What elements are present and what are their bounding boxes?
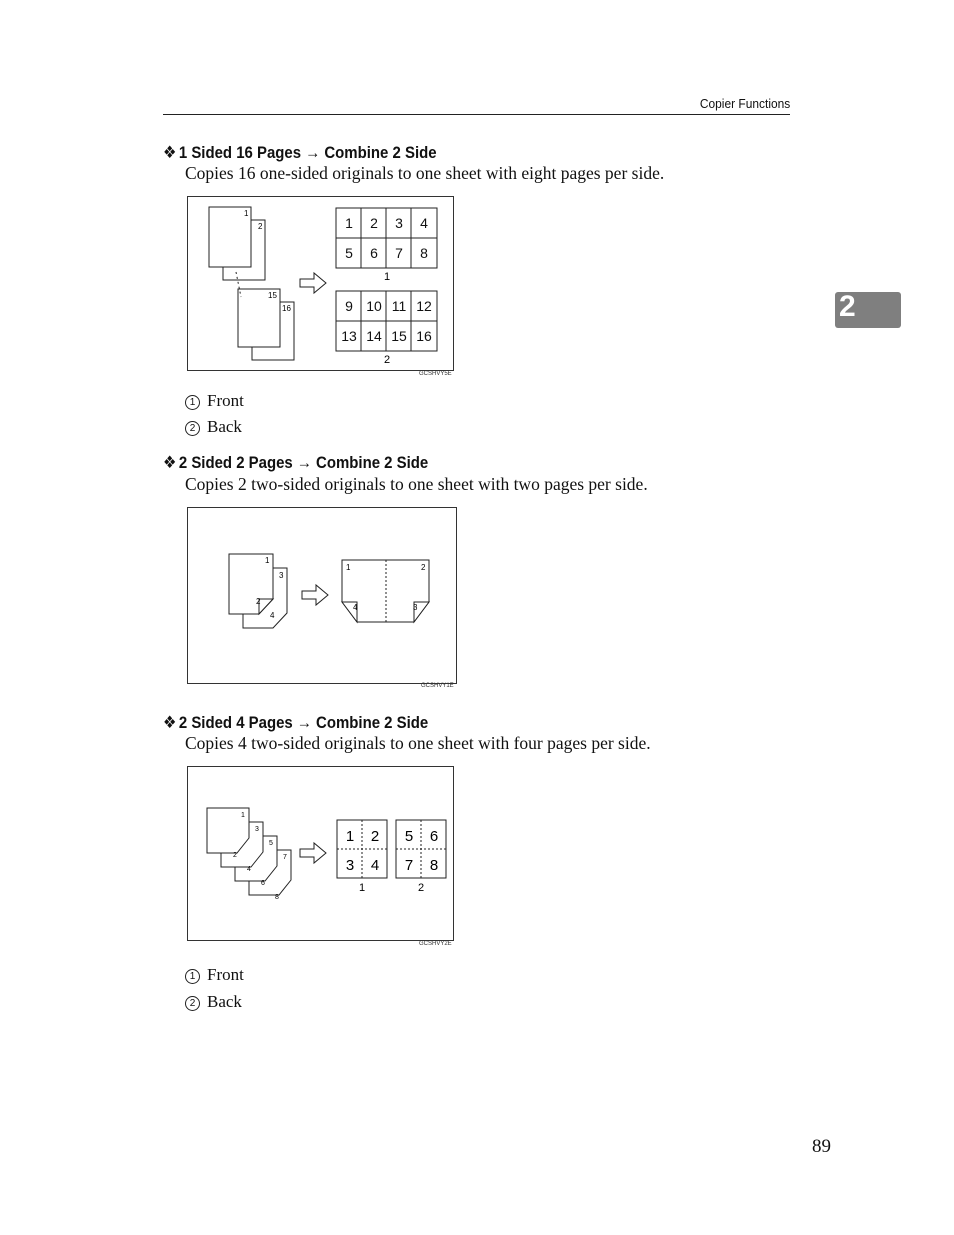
circled-number: 2 — [185, 421, 200, 436]
result-page-label: 1 — [346, 563, 351, 572]
back-cell: 15 — [391, 328, 407, 344]
back-cell: 11 — [391, 298, 407, 314]
back-marker: 2 — [383, 354, 391, 366]
original-page-label: 3 — [279, 571, 284, 580]
original-page-label: 1 — [241, 812, 245, 819]
running-header: Copier Functions — [699, 96, 790, 111]
original-page-label: 4 — [247, 866, 251, 873]
original-page-label: 16 — [282, 304, 291, 313]
front-marker: 1 — [383, 271, 391, 283]
original-page-label: 2 — [233, 852, 237, 859]
original-page-label: 7 — [283, 854, 287, 861]
original-page-label: 1 — [265, 556, 270, 565]
back-cell: 14 — [366, 328, 382, 344]
original-page-label: 3 — [255, 826, 259, 833]
page-number: 89 — [812, 1136, 831, 1157]
circled-number: 1 — [185, 395, 200, 410]
result-page-label: 3 — [413, 603, 418, 612]
legend-item: 1 Front — [185, 965, 244, 985]
front-cell: 4 — [420, 215, 428, 231]
legend-item: 1 Front — [185, 391, 244, 411]
front-marker: 1 — [358, 882, 366, 894]
original-page-label: 6 — [261, 880, 265, 887]
back-marker: 2 — [417, 882, 425, 894]
figure-3 — [187, 766, 454, 941]
arrow-right-icon — [300, 843, 326, 863]
original-page-label: 2 — [256, 597, 261, 606]
front-cell: 1 — [345, 828, 355, 845]
legend-item: 2 Back — [185, 417, 242, 437]
original-page-label: 2 — [258, 222, 263, 231]
back-cell: 6 — [429, 828, 439, 845]
section-description-1: Copies 16 one-sided originals to one sheet with eight pages per side. — [185, 163, 665, 183]
circled-number: 2 — [185, 996, 200, 1011]
back-cell: 5 — [404, 828, 414, 845]
back-cell: 10 — [366, 298, 382, 314]
figure-1-illustration — [188, 197, 453, 370]
section-heading-3: ❖ 2 Sided 4 Pages → Combine 2 Side — [163, 713, 429, 732]
section-description-3: Copies 4 two-sided originals to one sheet with four pages per side. — [185, 733, 651, 753]
original-page-label: 5 — [269, 840, 273, 847]
circled-number: 1 — [185, 969, 200, 984]
back-cell: 13 — [341, 328, 357, 344]
original-page-label: 15 — [268, 291, 277, 300]
front-cell: 3 — [395, 215, 403, 231]
front-cell: 3 — [345, 857, 355, 874]
front-cell: 4 — [370, 857, 380, 874]
figure-2 — [187, 507, 457, 684]
chapter-tab-number: 2 — [839, 290, 856, 323]
section-description-2: Copies 2 two-sided originals to one sheet with two pages per side. — [185, 474, 648, 494]
figure-2-illustration — [188, 508, 456, 683]
front-cell: 2 — [370, 828, 380, 845]
front-cell: 2 — [370, 215, 378, 231]
back-cell: 9 — [345, 298, 353, 314]
figure-code: GCSHVY1E — [421, 683, 454, 689]
original-page-label: 1 — [244, 209, 249, 218]
figure-code: GCSHVY2E — [419, 941, 452, 947]
figure-1 — [187, 196, 454, 371]
front-cell: 7 — [395, 245, 403, 261]
back-cell: 7 — [404, 857, 414, 874]
diamond-bullet-icon: ❖ — [163, 453, 177, 472]
original-page-label: 8 — [275, 894, 279, 901]
section-heading-2: ❖ 2 Sided 2 Pages → Combine 2 Side — [163, 453, 429, 472]
front-cell: 5 — [345, 245, 353, 261]
arrow-right-icon — [302, 585, 328, 605]
arrow-right-icon — [300, 273, 326, 293]
diamond-bullet-icon: ❖ — [163, 713, 177, 732]
back-cell: 16 — [416, 328, 432, 344]
result-page-label: 2 — [421, 563, 426, 572]
figure-3-illustration — [188, 767, 453, 940]
back-cell: 8 — [429, 857, 439, 874]
result-page-label: 4 — [353, 603, 358, 612]
front-cell: 6 — [370, 245, 378, 261]
header-rule — [163, 114, 790, 115]
diamond-bullet-icon: ❖ — [163, 143, 177, 162]
figure-code: GCSHVY5E — [419, 371, 452, 377]
front-cell: 8 — [420, 245, 428, 261]
section-heading-1: ❖ 1 Sided 16 Pages → Combine 2 Side — [163, 143, 437, 162]
front-cell: 1 — [345, 215, 353, 231]
original-page-label: 4 — [270, 611, 275, 620]
back-cell: 12 — [416, 298, 432, 314]
legend-item: 2 Back — [185, 992, 242, 1012]
